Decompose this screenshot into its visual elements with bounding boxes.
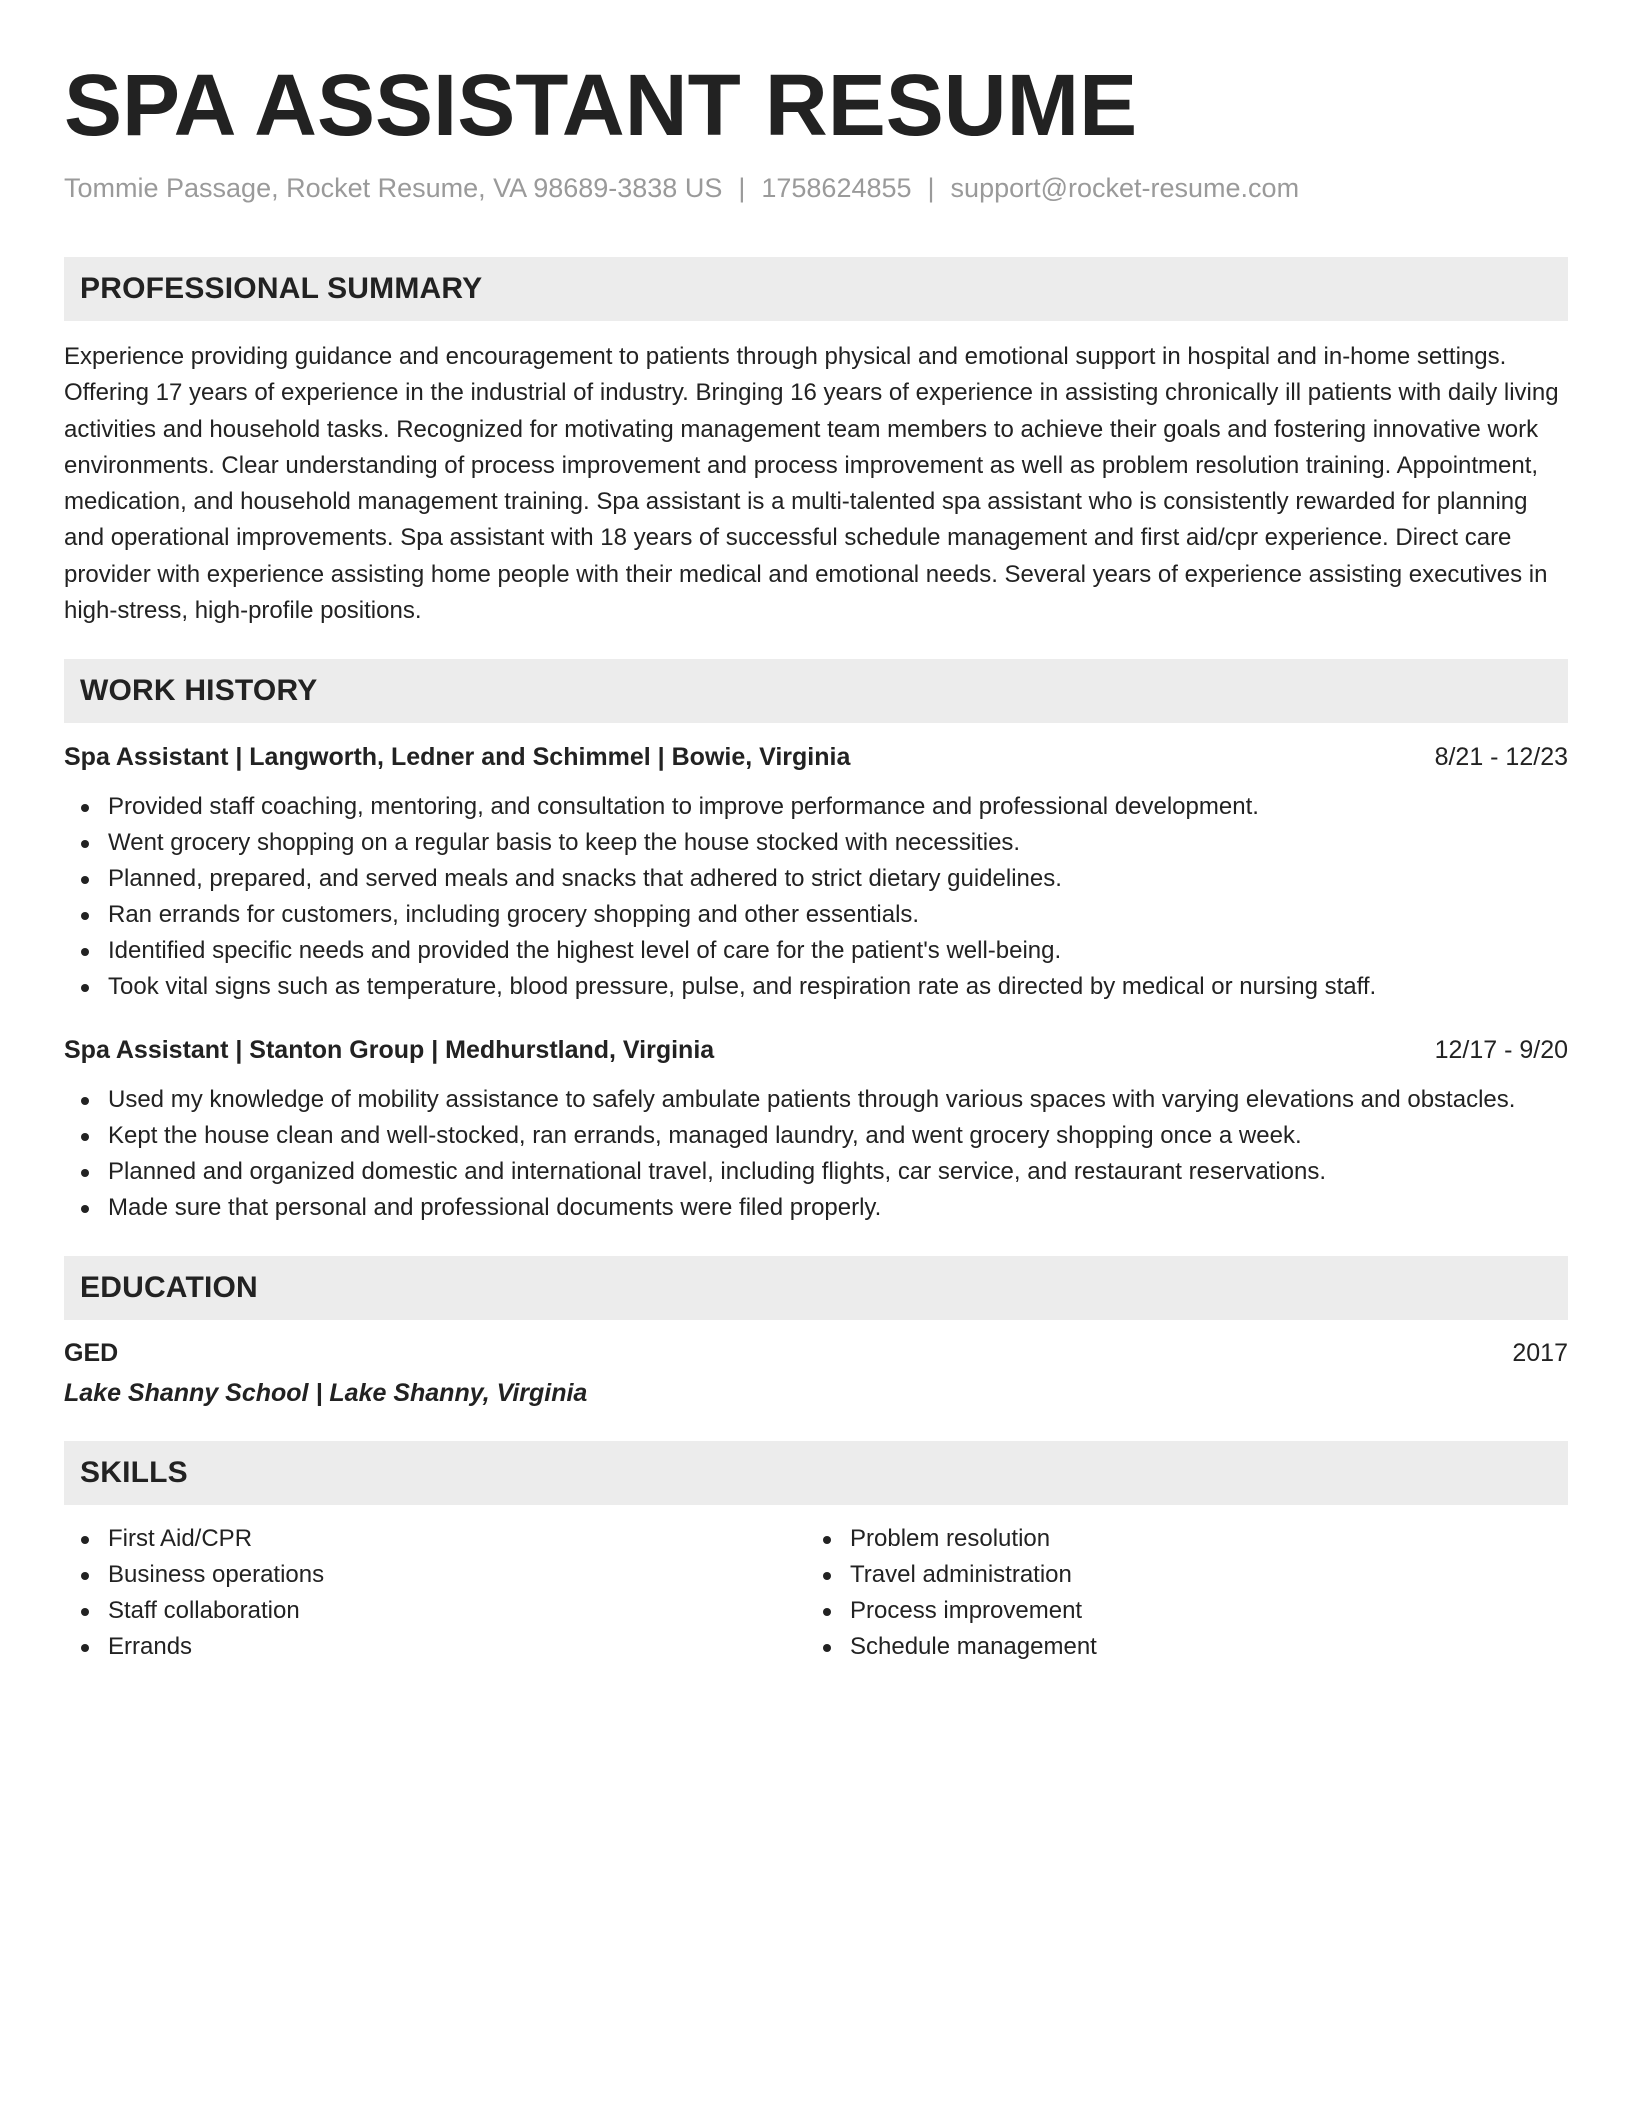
resume-title: SPA ASSISTANT RESUME xyxy=(64,57,1138,154)
education-heading: EDUCATION xyxy=(64,1256,1568,1320)
job-entry xyxy=(64,740,1568,1005)
contact-separator: | xyxy=(927,173,935,203)
education-degree: GED xyxy=(64,1339,119,1368)
job-duty: Planned, prepared, and served meals and snacks that adhered to strict dietary guidelines. xyxy=(64,861,1568,897)
job-duty: Went grocery shopping on a regular basis to keep the house stocked with necessities. xyxy=(64,825,1568,861)
skill-item: Schedule management xyxy=(806,1629,1548,1665)
job-duty: Planned and organized domestic and international travel, including flights, car service, and restaurant reservations. xyxy=(64,1154,1568,1190)
job-duty: Provided staff coaching, mentoring, and consultation to improve performance and professional development. xyxy=(64,789,1568,825)
job-duty: Took vital signs such as temperature, blood pressure, pulse, and respiration rate as directed by medical or nursing staff. xyxy=(64,969,1568,1005)
work-history-heading: WORK HISTORY xyxy=(64,659,1568,723)
job-duty: Made sure that personal and professional documents were filed properly. xyxy=(64,1190,1568,1226)
job-duties xyxy=(64,1082,1568,1226)
contact-phone: 1758624855 xyxy=(761,173,912,203)
contact-separator: | xyxy=(738,173,746,203)
job-duties xyxy=(64,789,1568,1005)
job-title: Spa Assistant | Langworth, Ledner and Schimmel | Bowie, Virginia xyxy=(64,743,851,772)
job-header xyxy=(64,740,1568,774)
skills-columns xyxy=(64,1521,1568,1665)
skill-item: Errands xyxy=(64,1629,806,1665)
skill-item: Staff collaboration xyxy=(64,1593,806,1629)
education-school: Lake Shanny School | Lake Shanny, Virginia xyxy=(64,1379,588,1408)
job-entry xyxy=(64,1033,1568,1226)
contact-address: Tommie Passage, Rocket Resume, VA 98689-3838 US xyxy=(64,173,723,203)
skill-item: Process improvement xyxy=(806,1593,1548,1629)
skill-item: First Aid/CPR xyxy=(64,1521,806,1557)
job-dates: 8/21 - 12/23 xyxy=(1434,743,1568,772)
skill-item: Travel administration xyxy=(806,1557,1548,1593)
education-header xyxy=(64,1336,1568,1370)
job-dates: 12/17 - 9/20 xyxy=(1434,1036,1568,1065)
skill-item: Problem resolution xyxy=(806,1521,1548,1557)
skills-list-right xyxy=(806,1521,1548,1665)
summary-heading: PROFESSIONAL SUMMARY xyxy=(64,257,1568,321)
job-duty: Used my knowledge of mobility assistance to safely ambulate patients through various spaces with varying elevations and obstacles. xyxy=(64,1082,1568,1118)
resume-page xyxy=(64,0,1568,1665)
education-year: 2017 xyxy=(1512,1339,1568,1368)
contact-line xyxy=(64,170,1568,206)
job-header xyxy=(64,1033,1568,1067)
job-duty: Ran errands for customers, including grocery shopping and other essentials. xyxy=(64,897,1568,933)
skills-heading: SKILLS xyxy=(64,1441,1568,1505)
summary-text: Experience providing guidance and encouragement to patients through physical and emotional support in hospital and in-home settings. Offering 17 years of experience in the industrial of industry. Bringing 16 years of experience in assisting chronically ill patients with daily living activities and household tasks. Recognized for motivating management team members to achieve their goals and fostering innovative work environments. Clear understanding of process improvement and process improvement as well as problem resolution training. Appointment, medication, and household management training. Spa assistant is a multi-talented spa assistant who is consistently rewarded for planning and operational improvements. Spa assistant with 18 years of successful schedule management and first aid/cpr experience. Direct care provider with experience assisting home people with their medical and emotional needs. Several years of experience assisting executives in high-stress, high-profile positions. xyxy=(64,343,1559,625)
job-title: Spa Assistant | Stanton Group | Medhurstland, Virginia xyxy=(64,1036,715,1065)
skill-item: Business operations xyxy=(64,1557,806,1593)
skills-list-left xyxy=(64,1521,806,1665)
job-duty: Kept the house clean and well-stocked, ran errands, managed laundry, and went grocery shopping once a week. xyxy=(64,1118,1568,1154)
contact-email: support@rocket-resume.com xyxy=(950,173,1300,203)
job-duty: Identified specific needs and provided the highest level of care for the patient's well-being. xyxy=(64,933,1568,969)
